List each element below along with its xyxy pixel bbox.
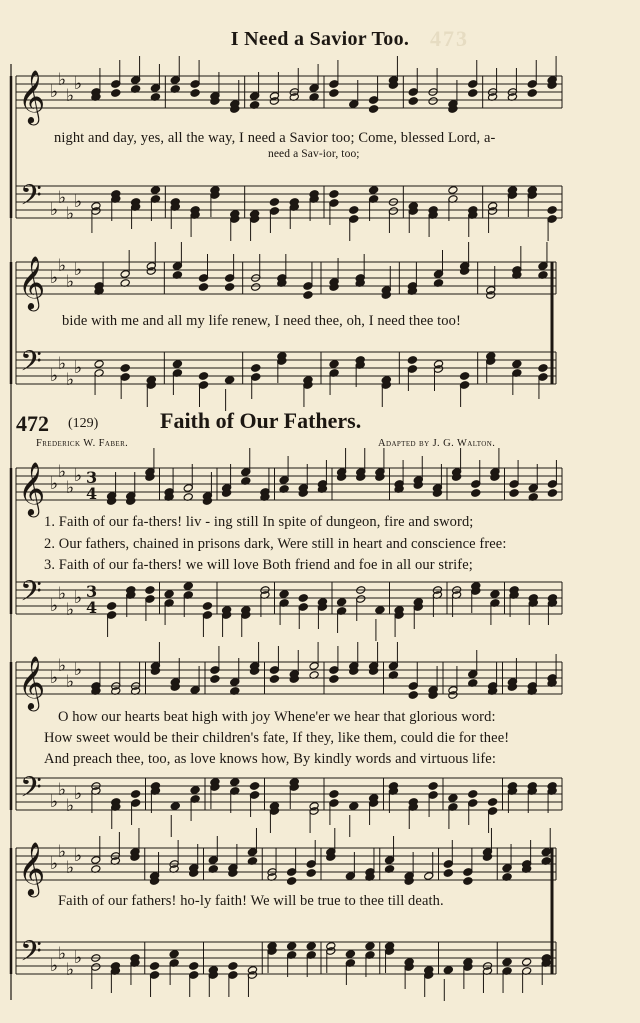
note-head: [443, 869, 453, 878]
note-head: [329, 790, 339, 799]
verse-line: O how our hearts beat high with joy Whene'er we hear that glorious word:: [58, 709, 496, 725]
flat-icon: ♭: [74, 192, 83, 212]
note-head: [306, 869, 316, 878]
hymn-title-top: I Need a Savior Too.: [230, 28, 410, 50]
treble-clef-icon: 𝄞: [18, 255, 46, 309]
flat-icon: ♭: [74, 948, 83, 968]
bass-clef-icon: 𝄢: [20, 179, 42, 219]
note-head: [145, 586, 155, 595]
note-head: [287, 942, 297, 951]
note-head: [287, 877, 297, 886]
time-signature: 3: [86, 468, 98, 487]
verse-line: How sweet would be their children's fate, If they, like them, could die for thee!: [44, 730, 510, 746]
note-head: [336, 598, 346, 607]
note-head: [306, 942, 316, 951]
note-head: [149, 962, 159, 971]
flat-icon: ♭: [50, 268, 59, 288]
flat-icon: ♭: [66, 86, 75, 106]
note-head: [269, 198, 279, 207]
flat-icon: ♭: [66, 272, 75, 292]
note-head: [527, 89, 537, 98]
note-head: [468, 89, 478, 98]
bleed-through-text: 473: [430, 26, 469, 51]
note-head: [298, 594, 308, 603]
bass-clef-icon: 𝄢: [20, 771, 42, 811]
note-head: [150, 186, 160, 195]
treble-clef-icon: 𝄞: [18, 841, 46, 895]
note-head: [428, 97, 438, 106]
flat-icon: ♭: [50, 82, 59, 102]
flat-icon: ♭: [50, 200, 59, 220]
note-head: [164, 590, 174, 599]
composer-credit: Adapted by J. G. Walton.: [378, 438, 496, 449]
note-head: [365, 942, 375, 951]
refrain-line: Faith of our fathers! ho-ly faith! We will be true to thee till death.: [58, 893, 444, 909]
lyric-line-under: need a Sav-ior, too;: [268, 148, 360, 160]
hymn-alt-number: (129): [68, 416, 99, 431]
flat-icon: ♭: [66, 858, 75, 878]
verse-line: 3. Faith of our fa-thers! we will love Both friend and foe in all our strife;: [44, 557, 473, 573]
note-head: [202, 602, 212, 611]
flat-icon: ♭: [66, 672, 75, 692]
flat-icon: ♭: [66, 960, 75, 980]
note-head: [460, 372, 470, 381]
note-head: [251, 364, 261, 373]
flat-icon: ♭: [74, 466, 83, 486]
note-head: [443, 966, 453, 975]
time-signature: 4: [86, 484, 98, 503]
note-head: [547, 489, 557, 498]
note-head: [198, 283, 208, 292]
note-head: [228, 962, 238, 971]
note-head: [487, 798, 497, 807]
flat-icon: ♭: [58, 188, 67, 208]
note-head: [225, 283, 235, 292]
note-head: [169, 950, 179, 959]
flat-icon: ♭: [74, 260, 83, 280]
flat-icon: ♭: [58, 354, 67, 374]
note-head: [468, 790, 478, 799]
note-head: [522, 958, 532, 967]
note-head: [329, 360, 339, 369]
note-head: [329, 675, 339, 684]
flat-icon: ♭: [58, 842, 67, 862]
note-head: [407, 356, 417, 365]
note-head: [230, 778, 240, 787]
note-head: [329, 190, 339, 199]
flat-icon: ♭: [66, 370, 75, 390]
note-head: [249, 782, 259, 791]
note-head: [349, 802, 359, 811]
note-head: [490, 590, 500, 599]
note-head: [448, 794, 458, 803]
note-head: [408, 97, 418, 106]
flat-icon: ♭: [50, 792, 59, 812]
author-credit: Frederick W. Faber.: [36, 438, 129, 449]
lyric-line: bide with me and all my life renew, I need thee, oh, I need thee too!: [62, 313, 461, 329]
flat-icon: ♭: [74, 588, 83, 608]
time-signature: 4: [86, 598, 98, 617]
hymn-number: 472: [16, 411, 49, 436]
flat-icon: ♭: [74, 660, 83, 680]
note-head: [106, 602, 116, 611]
note-head: [329, 89, 339, 98]
note-head: [512, 360, 522, 369]
note-head: [375, 606, 385, 615]
note-head: [279, 590, 289, 599]
flat-icon: ♭: [50, 854, 59, 874]
note-head: [463, 877, 473, 886]
note-head: [130, 790, 140, 799]
flat-icon: ♭: [50, 668, 59, 688]
bass-clef-icon: 𝄢: [20, 345, 42, 385]
note-head: [428, 782, 438, 791]
treble-clef-icon: 𝄞: [18, 69, 46, 123]
lyric-line: night and day, yes, all the way, I need a Savior too; Come, blessed Lord, a-: [54, 130, 496, 146]
flat-icon: ♭: [50, 956, 59, 976]
note-head: [225, 376, 235, 385]
note-head: [183, 582, 193, 591]
flat-icon: ♭: [58, 656, 67, 676]
flat-icon: ♭: [74, 846, 83, 866]
note-head: [120, 364, 130, 373]
verse-line: 2. Our fathers, chained in prisons dark, Were still in heart and conscience free:: [44, 536, 507, 552]
bass-clef-icon: 𝄢: [20, 575, 42, 615]
flat-icon: ♭: [66, 478, 75, 498]
note-head: [448, 186, 458, 195]
hymn-title: Faith of Our Fathers.: [160, 408, 362, 433]
note-head: [190, 786, 200, 795]
note-head: [345, 950, 355, 959]
flat-icon: ♭: [50, 474, 59, 494]
flat-icon: ♭: [50, 596, 59, 616]
note-head: [269, 675, 279, 684]
note-head: [303, 291, 313, 300]
note-head: [408, 691, 418, 700]
note-head: [111, 89, 121, 98]
flat-icon: ♭: [66, 600, 75, 620]
flat-icon: ♭: [50, 366, 59, 386]
flat-icon: ♭: [66, 204, 75, 224]
flat-icon: ♭: [58, 944, 67, 964]
verse-line: And preach thee, too, as love knows how, By kindly words and virtuous life:: [44, 751, 496, 767]
note-head: [189, 962, 199, 971]
note-head: [471, 489, 481, 498]
treble-clef-icon: 𝄞: [18, 655, 46, 709]
verse-line: 1. Faith of our fa-thers! liv - ing still In spite of dungeon, fire and sword;: [44, 514, 474, 530]
note-head: [349, 206, 359, 215]
note-head: [502, 958, 512, 967]
note-head: [547, 206, 557, 215]
flat-icon: ♭: [58, 780, 67, 800]
bass-clef-icon: 𝄢: [20, 935, 42, 975]
note-head: [94, 360, 104, 369]
note-head: [198, 372, 208, 381]
note-head: [251, 283, 261, 292]
flat-icon: ♭: [58, 584, 67, 604]
note-head: [172, 360, 182, 369]
note-head: [368, 186, 378, 195]
flat-icon: ♭: [66, 796, 75, 816]
flat-icon: ♭: [74, 784, 83, 804]
flat-icon: ♭: [58, 256, 67, 276]
flat-icon: ♭: [74, 358, 83, 378]
note-head: [170, 802, 180, 811]
note-head: [538, 364, 548, 373]
note-head: [509, 489, 519, 498]
note-head: [368, 105, 378, 114]
note-head: [210, 675, 220, 684]
flat-icon: ♭: [58, 70, 67, 90]
note-head: [190, 89, 200, 98]
flat-icon: ♭: [58, 462, 67, 482]
time-signature: 3: [86, 582, 98, 601]
treble-clef-icon: 𝄞: [18, 461, 46, 515]
flat-icon: ♭: [74, 74, 83, 94]
